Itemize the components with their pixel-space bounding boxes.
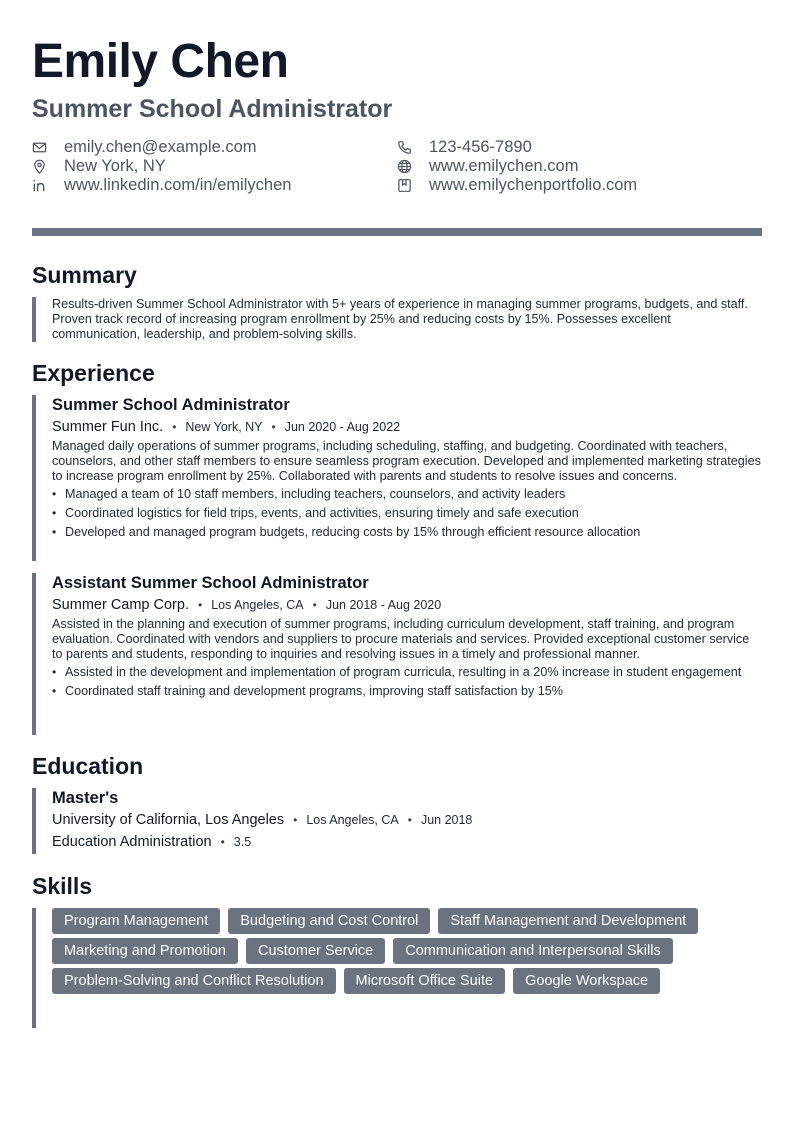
experience-heading: Experience <box>32 360 155 386</box>
education-meta <box>52 811 762 830</box>
summary-block <box>32 297 762 342</box>
bullet-dot: • <box>52 525 57 539</box>
job-dates: Jun 2018 - Aug 2020 <box>325 598 442 612</box>
candidate-title: Summer School Administrator <box>32 95 393 123</box>
skill-tag: Communication and Interpersonal Skills <box>393 938 673 964</box>
education-field-row <box>52 833 762 852</box>
portfolio-text[interactable]: www.emilychenportfolio.com <box>429 176 638 194</box>
separator-dot: • <box>293 813 298 827</box>
education-degree: Master's <box>52 789 119 807</box>
bullet-item <box>52 665 762 680</box>
job-location: New York, NY <box>185 420 263 434</box>
education-gpa: 3.5 <box>233 835 252 849</box>
separator-dot: • <box>220 835 225 849</box>
bullet-dot: • <box>52 506 57 520</box>
education-school: University of California, Los Angeles <box>52 812 285 828</box>
phone-icon <box>397 140 412 155</box>
phone-text[interactable]: 123-456-7890 <box>429 138 532 156</box>
education-field: Education Administration <box>52 834 212 850</box>
separator-dot: • <box>197 598 203 612</box>
job-entry <box>32 573 762 735</box>
globe-icon <box>397 159 412 174</box>
job-description: Assisted in the planning and execution of summer programs, including curriculum development, staff training, and program evaluation. Coordinated with vendors and suppliers to procure materials and services. Provided exceptional customer service to parents and students, responding to inquiries and resolving issues in a timely and professional manner. <box>52 617 750 661</box>
education-location: Los Angeles, CA <box>306 813 399 827</box>
job-title: Summer School Administrator <box>52 396 290 414</box>
education-entry <box>32 788 762 854</box>
job-bullets <box>52 487 762 540</box>
contact-location <box>32 157 166 176</box>
summary-text: Results-driven Summer School Administrator with 5+ years of experience in managing summer programs, budgets, and staff. Proven track record of increasing program enrollment by 25% and reducing costs by 15%. Possesses excellent communication, leadership, and problem-solving skills. <box>52 297 748 341</box>
bullet-text: Assisted in the development and implementation of program curricula, resulting in a 20% increase in student engagement <box>65 665 742 679</box>
skill-tag: Google Workspace <box>513 968 660 994</box>
bullet-item <box>52 525 762 540</box>
header-divider <box>32 228 762 236</box>
job-location: Los Angeles, CA <box>211 598 304 612</box>
location-text: New York, NY <box>64 157 166 175</box>
job-meta <box>52 596 762 615</box>
bullet-text: Developed and managed program budgets, reducing costs by 15% through efficient resource allocation <box>65 525 641 539</box>
skill-tag: Staff Management and Development <box>438 908 698 934</box>
mail-icon <box>32 140 47 155</box>
bullet-text: Coordinated logistics for field trips, events, and activities, ensuring timely and safe execution <box>65 506 579 520</box>
contact-linkedin[interactable] <box>32 176 291 195</box>
skills-heading: Skills <box>32 873 93 899</box>
bullet-dot: • <box>52 665 57 679</box>
skills-block <box>32 908 762 1028</box>
bullet-text: Coordinated staff training and development programs, improving staff satisfaction by 15% <box>65 684 563 698</box>
summary-heading: Summary <box>32 262 137 288</box>
contact-website[interactable] <box>397 157 578 176</box>
contact-portfolio[interactable] <box>397 176 637 195</box>
linkedin-icon <box>32 178 47 193</box>
skill-tag: Program Management <box>52 908 220 934</box>
website-text[interactable]: www.emilychen.com <box>429 157 579 175</box>
skill-tag: Budgeting and Cost Control <box>228 908 430 934</box>
skill-tag: Marketing and Promotion <box>52 938 238 964</box>
candidate-name: Emily Chen <box>32 35 289 88</box>
job-dates: Jun 2020 - Aug 2022 <box>284 420 401 434</box>
education-date: Jun 2018 <box>420 813 473 827</box>
separator-dot: • <box>271 420 276 434</box>
bullet-dot: • <box>52 487 57 501</box>
separator-dot: • <box>407 813 412 827</box>
email-text[interactable]: emily.chen@example.com <box>64 138 257 156</box>
job-meta <box>52 418 762 437</box>
bullet-dot: • <box>52 684 57 698</box>
job-company: Summer Camp Corp. <box>52 597 189 613</box>
bullet-text: Managed a team of 10 staff members, including teachers, counselors, and activity leaders <box>65 487 566 501</box>
separator-dot: • <box>172 420 177 434</box>
contact-phone[interactable] <box>397 138 532 157</box>
linkedin-text[interactable]: www.linkedin.com/in/emilychen <box>64 176 292 194</box>
location-pin-icon <box>32 159 47 174</box>
separator-dot: • <box>312 598 317 612</box>
skills-list <box>52 908 752 994</box>
contact-email[interactable] <box>32 138 257 157</box>
portfolio-icon <box>397 178 412 193</box>
skill-tag: Customer Service <box>246 938 385 964</box>
job-company: Summer Fun Inc. <box>52 419 164 435</box>
job-title: Assistant Summer School Administrator <box>52 574 369 592</box>
bullet-item <box>52 506 762 521</box>
job-bullets <box>52 665 762 699</box>
bullet-item <box>52 684 762 699</box>
skill-tag: Microsoft Office Suite <box>344 968 506 994</box>
job-description: Managed daily operations of summer programs, including scheduling, staffing, and budgeting. Coordinated with teachers, counselors, and other staff members to ensure seamless program execution. Developed and implemented marketing strategies to increase program enrollment by 25%. Collaborated with parents and students to resolve issues and concerns. <box>52 439 761 483</box>
education-heading: Education <box>32 753 144 779</box>
skill-tag: Problem-Solving and Conflict Resolution <box>52 968 336 994</box>
job-entry <box>32 395 762 561</box>
bullet-item <box>52 487 762 502</box>
